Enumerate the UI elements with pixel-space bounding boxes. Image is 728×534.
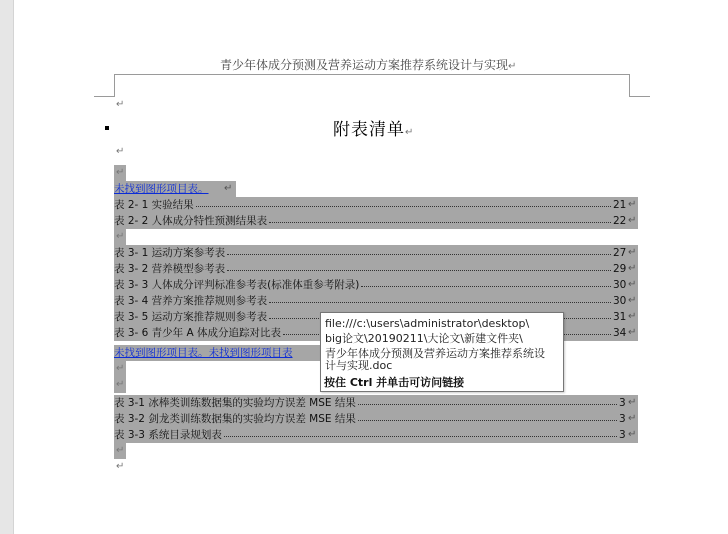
header-corner-left bbox=[94, 74, 115, 97]
toc-leader-dots bbox=[358, 420, 617, 421]
paragraph-mark: ↵ bbox=[116, 379, 125, 390]
toc-entry-label: 表 3- 4 营养方案推荐规则参考表 bbox=[114, 295, 268, 307]
toc-leader-dots bbox=[361, 286, 611, 287]
left-gutter bbox=[0, 0, 14, 534]
paragraph-mark: ↵ bbox=[628, 397, 637, 408]
toc-entry-label: 表 2- 1 实验结果 bbox=[114, 199, 194, 211]
toc-entry-label: 表 3-3 系统目录规划表 bbox=[114, 429, 222, 441]
toc-entry-page: 30 bbox=[613, 295, 627, 307]
toc-entry-page: 30 bbox=[613, 279, 627, 291]
paragraph-mark: ↵ bbox=[116, 146, 125, 157]
doc-title: 附表清单↵ bbox=[333, 120, 415, 140]
toc-entry[interactable] bbox=[114, 427, 638, 443]
toc-entry[interactable] bbox=[114, 261, 638, 277]
toc-leader-dots bbox=[196, 206, 611, 207]
error-link-row[interactable] bbox=[114, 345, 320, 361]
paragraph-mark: ↵ bbox=[628, 311, 637, 322]
header-separator bbox=[114, 74, 630, 75]
toc-entry-label: 表 2- 2 人体成分特性预测结果表 bbox=[114, 215, 268, 227]
toc-entry-label: 表 3-1 冰棒类训练数据集的实验均方误差 MSE 结果 bbox=[114, 397, 356, 409]
toc-entry-page: 3 bbox=[619, 413, 626, 425]
paragraph-mark: ↵ bbox=[116, 461, 125, 472]
tooltip-ctrl-click-hint: 按住 Ctrl 并单击可访问链接 bbox=[324, 376, 465, 389]
toc-entry-page: 31 bbox=[613, 311, 627, 323]
paragraph-mark: ↵ bbox=[116, 167, 125, 178]
toc-entry[interactable] bbox=[114, 395, 638, 411]
toc-entry-label: 表 3- 1 运动方案参考表 bbox=[114, 247, 226, 259]
paragraph-mark: ↵ bbox=[628, 247, 637, 258]
paragraph-mark: ↵ bbox=[628, 199, 637, 210]
toc-entry-label: 表 3-2 剑龙类训练数据集的实验均方误差 MSE 结果 bbox=[114, 413, 356, 425]
paragraph-mark: ↵ bbox=[628, 279, 637, 290]
toc-entry-label: 表 3- 3 人体成分评判标准参考表(标准体重参考附录) bbox=[114, 279, 360, 291]
paragraph-mark: ↵ bbox=[116, 231, 125, 242]
toc-entry-label: 表 3- 6 青少年 A 体成分追踪对比表 bbox=[114, 327, 282, 339]
paragraph-mark: ↵ bbox=[116, 363, 125, 374]
paragraph-mark: ↵ bbox=[628, 215, 637, 226]
paragraph-mark: ↵ bbox=[628, 413, 637, 424]
toc-entry-label: 表 3- 2 营养模型参考表 bbox=[114, 263, 226, 275]
tooltip-path-line: big论文\20190211\大论文\新建文件夹\ bbox=[325, 332, 523, 345]
page-header-title: 青少年体成分预测及营养运动方案推荐系统设计与实现↵ bbox=[220, 58, 517, 72]
paragraph-mark: ↵ bbox=[628, 429, 637, 440]
missing-figure-link[interactable]: 未找到图形项目表。未找到图形项目表 bbox=[114, 347, 293, 359]
paragraph-mark: ↵ bbox=[116, 445, 125, 456]
toc-entry-label: 表 3- 5 运动方案推荐规则参考表 bbox=[114, 311, 268, 323]
toc-leader-dots bbox=[269, 302, 611, 303]
tooltip-path-line: 青少年体成分预测及营养运动方案推荐系统设 bbox=[325, 347, 545, 360]
toc-leader-dots bbox=[227, 254, 611, 255]
toc-entry[interactable] bbox=[114, 213, 638, 229]
toc-entry[interactable] bbox=[114, 197, 638, 213]
list-bullet bbox=[105, 126, 109, 130]
header-corner-right bbox=[629, 74, 650, 97]
toc-entry-page: 29 bbox=[613, 263, 627, 275]
toc-entry-page: 3 bbox=[619, 429, 626, 441]
paragraph-mark: ↵ bbox=[116, 99, 125, 110]
toc-entry[interactable] bbox=[114, 293, 638, 309]
tooltip-path-line: 计与实现.doc bbox=[325, 359, 393, 372]
toc-leader-dots bbox=[358, 404, 617, 405]
toc-entry-page: 3 bbox=[619, 397, 626, 409]
toc-leader-dots bbox=[269, 222, 611, 223]
paragraph-mark: ↵ bbox=[628, 295, 637, 306]
toc-entry-page: 22 bbox=[613, 215, 627, 227]
paragraph-mark: ↵ bbox=[628, 263, 637, 274]
toc-entry-page: 34 bbox=[613, 327, 627, 339]
toc-entry[interactable] bbox=[114, 277, 638, 293]
missing-figure-link[interactable]: 未找到图形项目表。 bbox=[114, 183, 209, 195]
toc-entry-page: 21 bbox=[613, 199, 627, 211]
toc-entry[interactable] bbox=[114, 411, 638, 427]
toc-leader-dots bbox=[227, 270, 611, 271]
tooltip-path-line: file:///c:\users\administrator\desktop\ bbox=[325, 317, 530, 330]
paragraph-mark: ↵ bbox=[628, 327, 637, 338]
toc-leader-dots bbox=[224, 436, 617, 437]
toc-entry[interactable] bbox=[114, 245, 638, 261]
toc-entry-page: 27 bbox=[613, 247, 627, 259]
error-link-row[interactable]: 未找到图形项目表。 ↵ bbox=[114, 181, 236, 197]
